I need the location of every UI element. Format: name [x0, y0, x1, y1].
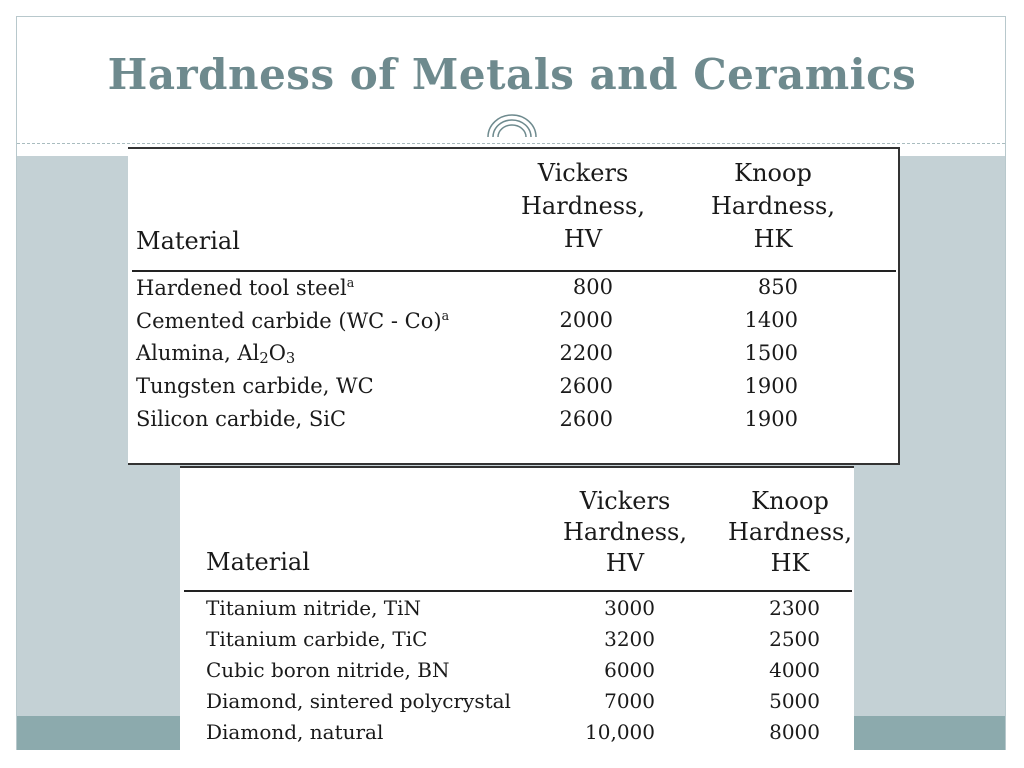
- hv-value: 10,000: [585, 720, 655, 744]
- knoop-header-line: HK: [753, 225, 793, 253]
- hv-value: 7000: [604, 689, 655, 713]
- knoop-header-line: HK: [770, 549, 810, 577]
- hv-value: 800: [572, 275, 613, 299]
- table-row: [180, 596, 854, 627]
- table-row: [180, 627, 854, 658]
- material-name: Diamond, natural: [206, 720, 384, 744]
- vickers-header: [555, 486, 695, 579]
- material-name: Alumina, $Al_2O_3$: [136, 341, 296, 367]
- header-rule: [184, 590, 852, 592]
- hardness-table-2: [180, 466, 854, 768]
- vickers-header: [508, 157, 658, 256]
- hv-value: 2600: [559, 407, 613, 431]
- hk-value: 1900: [744, 407, 798, 431]
- hv-value: 2600: [559, 374, 613, 398]
- table-row: [128, 407, 896, 440]
- hk-value: 2500: [769, 627, 820, 651]
- table-row: [128, 374, 896, 407]
- material-name: Titanium carbide, TiC: [206, 627, 428, 651]
- vickers-header-line: HV: [563, 225, 603, 253]
- table-row: [180, 689, 854, 720]
- table-row: [128, 308, 896, 341]
- hk-value: 1900: [744, 374, 798, 398]
- vickers-header-line: Hardness,: [563, 518, 687, 546]
- vickers-header-line: Vickers: [537, 159, 629, 187]
- table-row: [180, 720, 854, 751]
- knoop-header: [693, 157, 853, 256]
- knoop-header-line: Hardness,: [711, 192, 835, 220]
- hv-value: 6000: [604, 658, 655, 682]
- vickers-header-line: Vickers: [579, 487, 671, 515]
- vickers-header-line: Hardness,: [521, 192, 645, 220]
- hardness-table-1: [128, 147, 900, 465]
- slide-title: Hardness of Metals and Ceramics: [107, 50, 917, 99]
- knoop-header-line: Knoop: [751, 487, 829, 515]
- table-row: [180, 658, 854, 689]
- table-row: [128, 341, 896, 374]
- knoop-header-line: Hardness,: [728, 518, 852, 546]
- material-name: Silicon carbide, SiC: [136, 407, 347, 431]
- material-name: Diamond, sintered polycrystal: [206, 689, 511, 713]
- material-header: Material: [206, 548, 310, 576]
- hk-value: 1500: [744, 341, 798, 365]
- hv-value: 2000: [559, 308, 613, 332]
- material-name: Titanium nitride, TiN: [206, 596, 422, 620]
- hk-value: 5000: [769, 689, 820, 713]
- material-name: Cubic boron nitride, BN: [206, 658, 450, 682]
- header-rule: [132, 270, 896, 272]
- hv-value: 2200: [559, 341, 613, 365]
- vickers-header-line: HV: [605, 549, 645, 577]
- hk-value: 4000: [769, 658, 820, 682]
- material-name: Tungsten carbide, WC: [136, 374, 374, 398]
- hk-value: 8000: [769, 720, 820, 744]
- hk-value: 1400: [744, 308, 798, 332]
- material-header: Material: [136, 227, 240, 255]
- title-divider: [17, 143, 1005, 144]
- knoop-header-line: Knoop: [734, 159, 812, 187]
- material-name: Hardened tool steel$^a$: [136, 275, 355, 300]
- hv-value: 3200: [604, 627, 655, 651]
- hv-value: 3000: [604, 596, 655, 620]
- arch-ornament-icon: [484, 113, 540, 137]
- hk-value: 850: [757, 275, 798, 299]
- hk-value: 2300: [769, 596, 820, 620]
- knoop-header: [725, 486, 855, 579]
- table-row: [128, 275, 896, 308]
- material-name: Cemented carbide (WC - Co)$^a$: [136, 308, 450, 333]
